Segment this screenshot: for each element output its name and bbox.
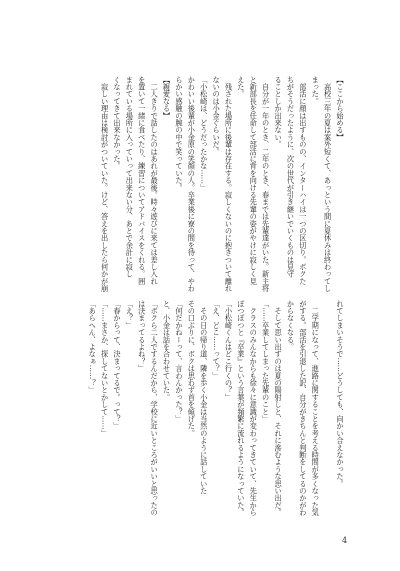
text-column: 「あらへん、よなぁ……？」 [88, 300, 98, 394]
text-column: と新部長を任命して部活に背を向ける先輩の姿がやけに寂しく見 [249, 76, 259, 285]
text-column: その日の帰り道、隣を歩く小金は当然のように話していた [199, 300, 209, 495]
text-column: 「小松崎は、どうだったかな……」 [199, 76, 209, 192]
blank-line [321, 300, 333, 518]
upper-text-block [98, 76, 346, 294]
lower-text-block [86, 300, 346, 518]
text-column: 「春からって、決まってるで。って？」 [112, 300, 122, 430]
text-column: れてしまいそうで……どうしても、向かい合えなかった。 [336, 300, 345, 488]
text-column: らかい感触の腕の中で笑っていた。 [174, 76, 184, 192]
text-column: 「え？」 [125, 300, 135, 329]
text-column: 二人きりで話したのはあれが最後。時々遊びに来ては差し入れ [150, 76, 160, 285]
section-heading: 【ここから始める】 [336, 76, 345, 141]
text-column: 残された場所に後輩は存在する。寂しくないのに抱きついて離れ [224, 76, 234, 292]
text-column: と、小金は話を合わせていた。 [162, 300, 172, 401]
text-column: がする。部活を引退した訳、自分がきちんと判断をしてるのかがわ [298, 300, 308, 516]
text-column: かわいい後輩が小金原の笑顔の人。卒業後に寮の間を待って、やわ [187, 76, 197, 292]
text-column: くなってきて出来なかった。 [112, 76, 122, 170]
text-column: 部活に顔は出すものの、インターハイは一つの区切り。ボクた [298, 76, 308, 285]
text-column: ることしか出来ない。 [274, 76, 284, 148]
text-column: クラスのみんなからも徐々に意識が変わってきていて、先生から [249, 300, 259, 516]
text-column: ないのは小金ぐらいだ。 [212, 76, 222, 156]
page-number: 4 [342, 536, 348, 545]
text-column: そして思い出すのは夏の陽射しと、それに滲むような思い出だ。 [274, 300, 284, 516]
text-column: 「え、どこ……って？」 [212, 300, 222, 380]
text-column: まれている場所に入っていって出来ない分、あとで余計に寂し [125, 76, 135, 278]
text-column: 「何だかねーって、言わんかった？」 [174, 300, 184, 423]
text-column: 「ボクら二人でするんだから、学校に近いところがいいと思ったの [150, 300, 160, 516]
text-column: 二学期になって、進路に関することを考える時間が多くなった気 [311, 300, 321, 516]
text-column: 「小松崎くんはどこ行くの？」 [224, 300, 234, 401]
section-heading: 【親愛なる】 [162, 76, 172, 120]
text-column: を置いて一緒に食べたり、練習についてアドバイスをくれる。囲 [137, 76, 147, 285]
text-column: からなくなる。 [286, 300, 296, 351]
text-column: 高校三年の夏は案外短くて、あっという間に夏休みは終わってし [323, 76, 333, 292]
text-column: は決まってるよね？」 [137, 300, 147, 372]
text-column: まった。 [311, 76, 321, 105]
text-column: えた。 [236, 76, 246, 98]
text-column: 寂しい理由は検討がついていた。けど、答えを出したら何かが崩 [100, 76, 110, 292]
text-column: 自分が一年のとき、二年のとき、春までは先輩達がいた。新主将 [261, 76, 271, 292]
text-column: 「……卒業してしまった先輩のこと」 [261, 300, 271, 423]
text-column: その口ぶりに、ボクは思わず首を傾げた。 [187, 300, 197, 437]
text-column: ぽつぽつと『卒業』という言葉が頻繁に流れるようになっていた。 [236, 300, 246, 516]
text-column: ちがそうだったように、次の世代が引き継いでいくものは見守 [286, 76, 296, 278]
text-column: 「……まさか、探してないとかして……」 [100, 300, 110, 437]
